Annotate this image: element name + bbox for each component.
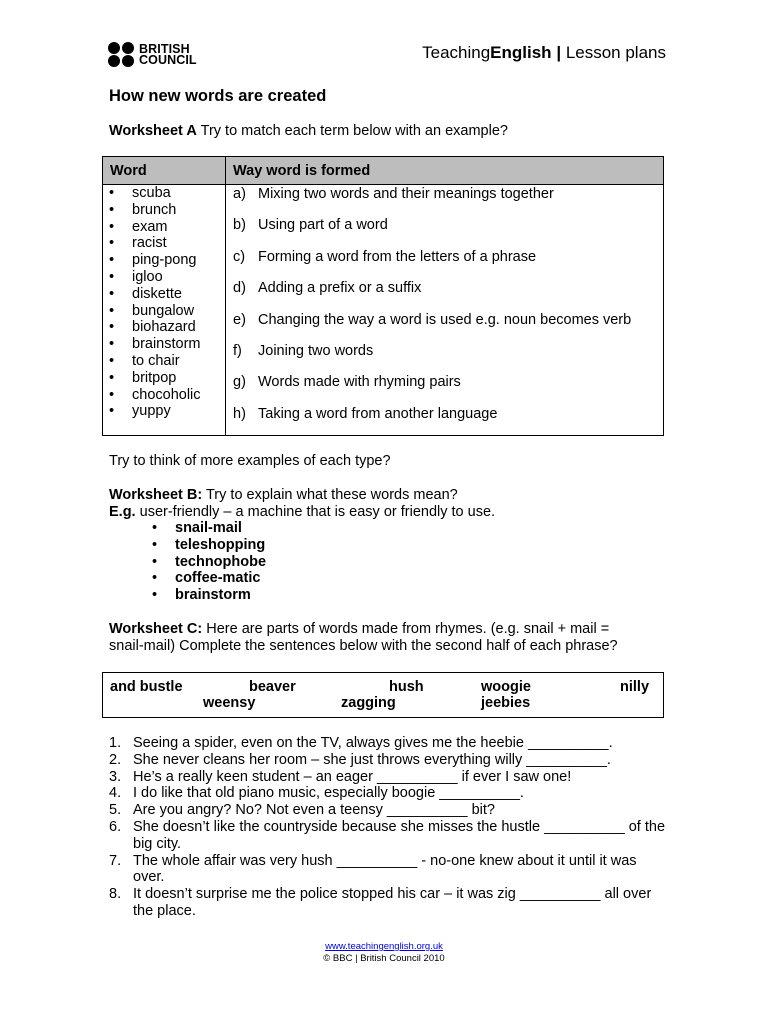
formation-item: a) Mixing two words and their meanings together: [233, 186, 554, 202]
word-box-item: and bustle: [110, 679, 183, 695]
followup-text: Try to think of more examples of each type?: [109, 453, 391, 469]
worksheet-b-instruction: Worksheet B: Try to explain what these words mean?: [109, 487, 458, 503]
worksheet-c-instruction-cont: snail-mail) Complete the sentences below with the second half of each phrase?: [109, 638, 618, 654]
word-item: • brunch: [109, 202, 201, 219]
word-item: • scuba: [109, 185, 201, 202]
matching-table: [102, 156, 664, 436]
british-council-logo: [108, 42, 197, 68]
sentence-list: [109, 735, 669, 920]
word-item: • igloo: [109, 269, 201, 286]
formation-item: h) Taking a word from another language: [233, 405, 498, 422]
word-box-item: woogie: [481, 679, 531, 695]
word-box-item: hush: [389, 679, 424, 695]
sentence-item: 2. She never cleans her room – she just throws everything willy __________.: [109, 751, 611, 768]
list-item: • technophobe: [152, 554, 266, 571]
worksheet-c-instruction: Worksheet C: Here are parts of words made from rhymes. (e.g. snail + mail =: [109, 621, 610, 637]
list-item: • teleshopping: [152, 537, 266, 554]
word-item: • diskette: [109, 286, 201, 303]
word-item: • to chair: [109, 353, 201, 370]
page-footer: [0, 941, 768, 965]
formation-item: e) Changing the way a word is used e.g. noun becomes verb: [233, 311, 632, 328]
word-item: • yuppy: [109, 403, 201, 420]
word-box-item: weensy: [203, 695, 256, 711]
footer-link[interactable]: www.teachingenglish.org.uk: [325, 941, 443, 952]
page-title: How new words are created: [109, 87, 327, 105]
formation-item: c) Forming a word from the letters of a phrase: [233, 248, 537, 265]
formation-item: f) Joining two words: [233, 342, 374, 359]
word-box-item: beaver: [249, 679, 296, 695]
footer-copyright: © BBC | British Council 2010: [323, 953, 445, 964]
table-column-divider: [225, 157, 226, 435]
word-item: • bungalow: [109, 303, 201, 320]
word-item: • chocoholic: [109, 387, 201, 404]
word-item: • britpop: [109, 370, 201, 387]
word-box: [102, 672, 664, 718]
formation-item: d) Adding a prefix or a suffix: [233, 280, 422, 297]
word-item: • ping-pong: [109, 252, 201, 269]
sentence-item: 3. He’s a really keen student – an eager __________ if ever I saw one!: [109, 768, 572, 785]
worksheet-a-instruction: Worksheet A Try to match each term below with an example?: [109, 123, 508, 139]
worksheet-b-example: E.g. user-friendly – a machine that is easy or friendly to use.: [109, 504, 496, 520]
formation-item: g) Words made with rhyming pairs: [233, 374, 461, 391]
list-item: • coffee-matic: [152, 570, 266, 587]
word-item: • racist: [109, 235, 201, 252]
sentence-item: 6. She doesn’t like the countryside because she misses the hustle __________ of the big city.: [109, 818, 666, 852]
sentence-item: 5. Are you angry? No? Not even a teensy __________ bit?: [109, 802, 495, 819]
word-list: [109, 185, 201, 420]
sentence-item: 7. The whole affair was very hush __________ - no-one knew about it until it was over.: [109, 852, 637, 886]
sentence-item: 8. It doesn’t surprise me the police stopped his car – it was zig __________ all over the place.: [109, 886, 652, 919]
word-box-item: jeebies: [481, 695, 531, 711]
word-box-item: nilly: [620, 679, 650, 695]
list-item: • brainstorm: [152, 587, 266, 604]
brand-name: BRITISH COUNCIL: [139, 42, 197, 67]
sentence-item: 4. I do like that old piano music, especially boogie __________.: [109, 785, 524, 802]
column-header-way: Way word is formed: [233, 163, 371, 179]
sentence-item: 1. Seeing a spider, even on the TV, always gives me the heebie __________.: [109, 735, 613, 751]
word-box-item: zagging: [341, 695, 396, 711]
logo-dots-icon: [108, 42, 136, 68]
table-header-row: [103, 157, 663, 185]
word-item: • brainstorm: [109, 336, 201, 353]
formation-list: [233, 186, 631, 437]
column-header-word: Word: [110, 163, 147, 179]
word-item: • exam: [109, 219, 201, 236]
worksheet-b-word-list: [152, 520, 266, 604]
site-heading: TeachingEnglish | Lesson plans: [422, 43, 666, 62]
formation-item: b) Using part of a word: [233, 217, 388, 234]
list-item: • snail-mail: [152, 520, 266, 537]
word-item: • biohazard: [109, 319, 201, 336]
